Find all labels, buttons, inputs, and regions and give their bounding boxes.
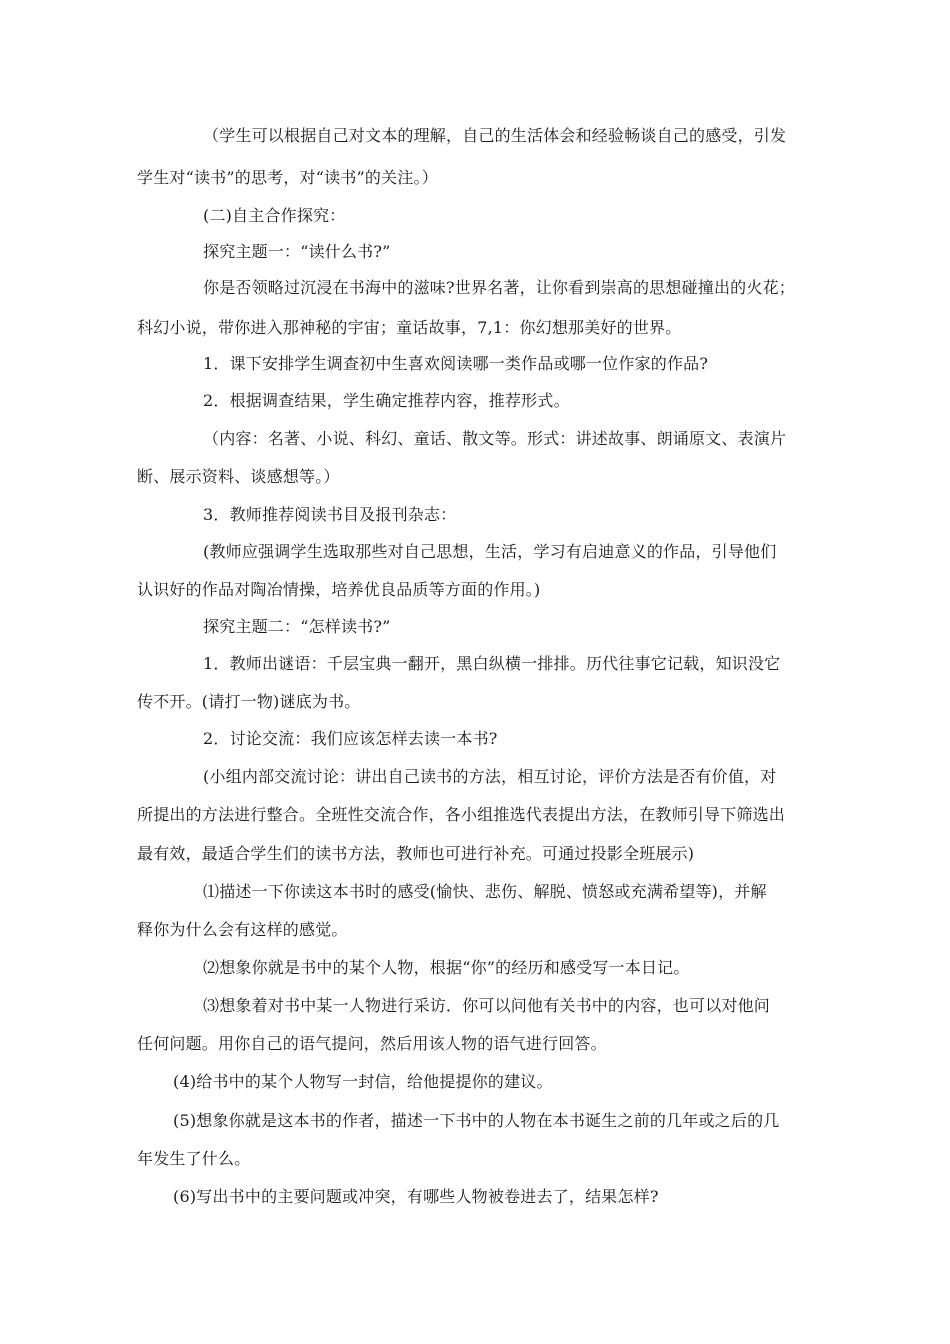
paragraph-line: (小组内部交流讨论：讲出自己读书的方法，相互讨论，评价方法是否有价值，对	[203, 767, 777, 786]
paragraph-line: 最有效，最适合学生们的读书方法，教师也可进行补充。可通过投影全班展示)	[137, 844, 695, 863]
paragraph-line: (教师应强调学生选取那些对自己思想，生活，学习有启迪意义的作品，引导他们	[203, 542, 777, 561]
list-item: (6)写出书中的主要问题或冲突，有哪些人物被卷进去了，结果怎样?	[173, 1187, 659, 1206]
list-item: 1．课下安排学生调查初中生喜欢阅读哪一类作品或哪一位作家的作品?	[203, 354, 709, 373]
list-item: ⑴描述一下你读这本书时的感受(愉快、悲伤、解脱、愤怒或充满希望等)，并解	[203, 882, 767, 901]
list-item: 2．讨论交流：我们应该怎样去读一本书?	[203, 729, 498, 748]
paragraph-line: 释你为什么会有这样的感觉。	[137, 920, 348, 939]
paragraph-line: 年发生了什么。	[137, 1149, 251, 1168]
paragraph-line: 科幻小说，带你进入那神秘的宇宙；童话故事，7,1：你幻想那美好的世界。	[137, 318, 682, 337]
paragraph-line: 传不开。(请打一物)谜底为书。	[137, 692, 361, 711]
paragraph-line: 学生对“读书”的思考，对“读书”的关注。）	[137, 168, 438, 187]
paragraph-line: 认识好的作品对陶冶情操，培养优良品质等方面的作用。)	[137, 580, 541, 599]
paragraph-line: 任何问题。用你自己的语气提问，然后用该人物的语气进行回答。	[137, 1034, 607, 1053]
list-item: 1．教师出谜语：千层宝典一翻开，黑白纵横一排排。历代往事它记载，知识没它	[203, 654, 781, 673]
list-item: (5)想象你就是这本书的作者，描述一下书中的人物在本书诞生之前的几年或之后的几	[173, 1111, 780, 1130]
paragraph-line: 所提出的方法进行整合。全班性交流合作，各小组推选代表提出方法，在教师引导下筛选出	[137, 805, 786, 824]
topic-heading: 探究主题二：“怎样读书?”	[203, 617, 391, 636]
list-item: (4)给书中的某个人物写一封信，给他提提你的建议。	[173, 1072, 553, 1091]
list-item: ⑵想象你就是书中的某个人物，根据“你”的经历和感受写一本日记。	[203, 958, 690, 977]
paragraph-line: （学生可以根据自己对文本的理解，自己的生活体会和经验畅谈自己的感受，引发	[203, 126, 787, 145]
list-item: 2．根据调查结果，学生确定推荐内容，推荐形式。	[203, 391, 570, 410]
topic-heading: 探究主题一：“读什么书?”	[203, 242, 391, 261]
list-item: ⑶想象着对书中某一人物进行采访．你可以问他有关书中的内容，也可以对他问	[203, 996, 771, 1015]
paragraph-line: （内容：名著、小说、科幻、童话、散文等。形式：讲述故事、朗诵原文、表演片	[203, 429, 787, 448]
paragraph-line: 你是否领略过沉浸在书海中的滋味?世界名著，让你看到崇高的思想碰撞出的火花；	[203, 278, 795, 297]
list-item: 3．教师推荐阅读书目及报刊杂志：	[203, 505, 457, 524]
paragraph-line: 断、展示资料、谈感想等。）	[137, 467, 340, 486]
section-heading: (二)自主合作探究：	[203, 206, 346, 225]
